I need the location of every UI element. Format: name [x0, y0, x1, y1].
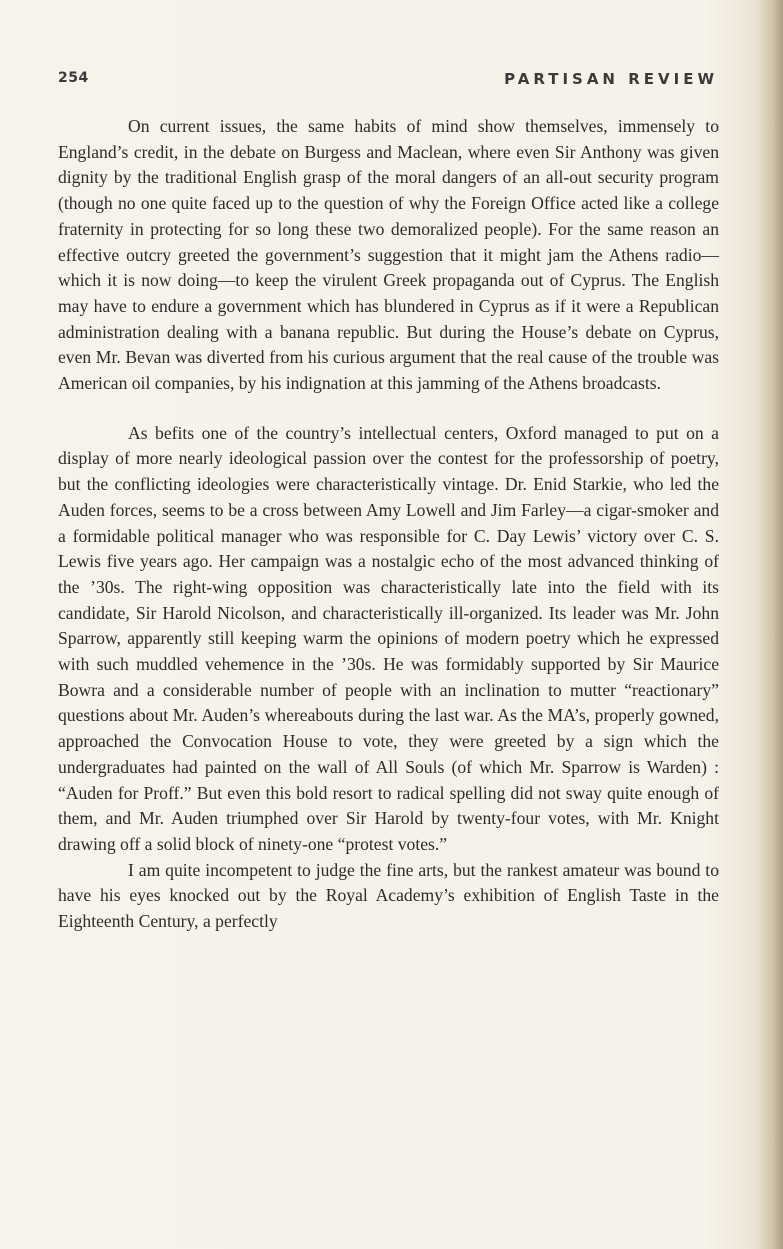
article-body	[58, 114, 719, 935]
page-edge-shadow	[757, 0, 783, 1249]
page-number: 254	[58, 70, 89, 86]
journal-title: PARTISAN REVIEW	[504, 70, 718, 88]
paragraph-fine-arts: I am quite incompetent to judge the fine arts, but the rankest amateur was bound to have his eyes knocked out by the Royal Academy’s exhibition of English Taste in the Eighteenth Century, a perfectly	[58, 859, 719, 932]
paragraph-current-issues: On current issues, the same habits of mind show themselves, immensely to England’s credit, in the debate on Burgess and Maclean, where even Sir Anthony was given dignity by the traditional English grasp of the moral dangers of an all-out security program (though no one quite faced up to the question of why the Foreign Office acted like a college fraternity in protecting for so long these two demoralized people). For the same reason an effective outcry greeted the government’s suggestion that it might jam the Athens radio—which it is now doing—to keep the virulent Greek propaganda out of Cyprus. The English may have to endure a government which has blundered in Cyprus as if it were a Republican administration dealing with a banana republic. But during the House’s debate on Cyprus, even Mr. Bevan was diverted from his curious argument that the real cause of the trouble was American oil companies, by his indignation at this jamming of the Athens broadcasts.	[58, 116, 719, 394]
running-header	[58, 70, 718, 92]
paragraph-oxford-poetry: As befits one of the country’s intellectual centers, Oxford managed to put on a display of more nearly ideological passion over the contest for the professorship of poetry, but the conflicting ideologies were characteristically vintage. Dr. Enid Starkie, who led the Auden forces, seems to be a cross between Amy Lowell and Jim Farley—a cigar-smoker and a formidable political manager who was responsible for C. Day Lewis’ victory over C. S. Lewis five years ago. Her campaign was a nostalgic echo of the most advanced thinking of the ’30s. The right-wing opposition was characteristically late into the field with its candidate, Sir Harold Nicolson, and characteristically ill-organized. Its leader was Mr. John Sparrow, apparently still keeping warm the opinions of modern poetry which he expressed with such muddled vehemence in the ’30s. He was formidably supported by Sir Maurice Bowra and a considerable number of people with an inclination to mutter “reactionary” questions about Mr. Auden’s whereabouts during the last war. As the MA’s, properly gowned, approached the Convocation House to vote, they were greeted by a sign which the undergraduates had painted on the wall of All Souls (of which Mr. Sparrow is Warden) : “Auden for Proff.” But even this bold resort to radical spelling did not sway quite enough of them, and Mr. Auden triumphed over Sir Harold by twenty-four votes, with Mr. Knight drawing off a solid block of ninety-one “protest votes.”	[58, 422, 719, 854]
